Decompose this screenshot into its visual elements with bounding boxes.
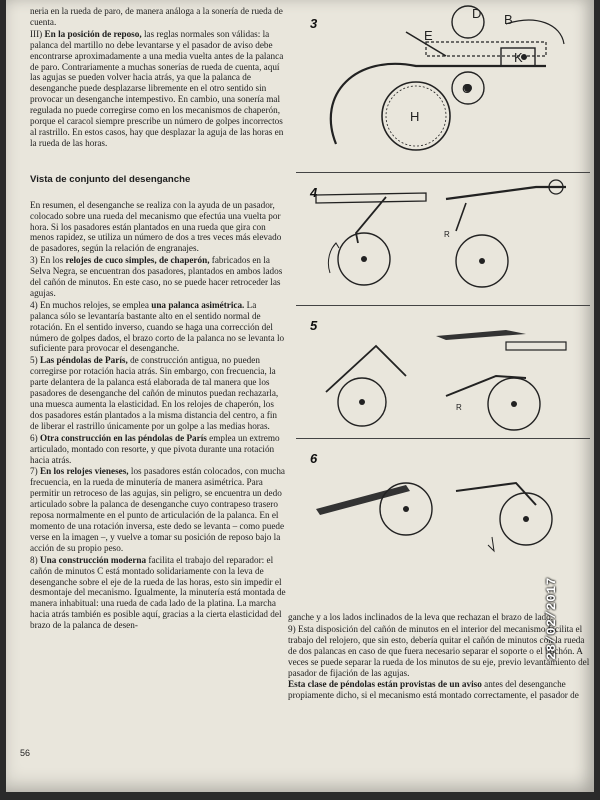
figure-3-label-e: E xyxy=(424,28,433,43)
figure-3-label-c: C xyxy=(462,81,472,96)
left-text-column xyxy=(30,6,286,632)
paragraph-item-3b: 3) En los relojes de cuco simples, de chaperón, fabricados en la Selva Negra, se encuentran dos pasadores, plantados en ambos lados del cañón de minutos. En este caso, no se puede hacer retroceder las agujas. xyxy=(30,255,283,298)
paragraph-summary: En resumen, el desenganche se realiza con la ayuda de un pasador, colocado sobre una rueda del mecanismo que efectúa una vuelta por hora. Si los pasadores están plantados en una rueda que gira con menos rapidez, se utiliza un número de dos a tres veces más elevado de pasadores, según la relación de engranajes. xyxy=(30,199,282,254)
item-3-bold: En la posición de reposo, xyxy=(44,28,142,39)
figure-5-drawing xyxy=(296,306,590,438)
paragraph-item-5: 5) Las péndolas de París, de construcción antigua, no pueden corregirse por rotación hacia atrás. Sin embargo, con frecuencia, la parte delantera de la palanca está elaborada de tal manera que los pasadores de desenganche del cañón de minutos puedan rechazarla, una muesca aumenta la elasticidad. En los relojes de chaperón, los dos pasadores están plantados a la misma distancia del centro, a fin de liberar el rastrillo únicamente por un golpe a las medias horas. xyxy=(30,355,279,431)
figure-column xyxy=(296,4,590,571)
figure-4-number: 4 xyxy=(310,185,318,200)
figure-5 xyxy=(296,305,590,438)
figure-3 xyxy=(296,4,590,172)
paragraph-continued: ganche y a los lados inclinados de la leva que rechazan el brazo de lado. xyxy=(288,612,554,622)
figure-3-label-k: K xyxy=(514,50,523,65)
book-page xyxy=(6,0,594,792)
section-heading: Vista de conjunto del desenganche xyxy=(30,173,191,185)
paragraph-item-4: 4) En muchos relojes, se emplea una palanca asimétrica. La palanca sólo se levantaría bastante alto en el sentido normal de rotación. En el sentido inverso, cuando se haga una corrección del número de golpes dados, el brazo corto de la palanca no se levanta lo suficiente para provocar el desenganche. xyxy=(30,299,285,354)
paragraph-item-9: 9) Esta disposición del cañón de minutos en el interior del mecanismo facilita el trabajo del relojero, que sin esto, debería quitar el cañón de minutos con la rueda de dos palancas en caso de que fuera necesario separar el soporte o el buchón. A veces se puede separar la rueda de los minutos de su eje, previo levantamiento del pasador de fijación de las agujas. xyxy=(288,623,590,678)
figure-6-number: 6 xyxy=(310,451,318,466)
figure-5-number: 5 xyxy=(310,318,318,333)
page-number: 56 xyxy=(20,748,31,758)
paragraph-item-6: 6) Otra construcción en las péndolas de París emplea un extremo articulado, montado con resorte, y que pivota durante una rotación hacia atrás. xyxy=(30,432,280,465)
figure-4-drawing xyxy=(296,173,590,305)
figure-3-number: 3 xyxy=(310,16,318,31)
figure-3-drawing xyxy=(296,4,590,172)
date-stamp: 28/02/2017 xyxy=(544,576,559,660)
paragraph-item-3: III) En la posición de reposo, las reglas normales son válidas: la palanca del martillo no debe levantarse y el pasador de aviso debe encontrarse aproximadamente a una media vuelta antes de la palanca de paro. Contrariamente a muchas sonerías de rueda de cuenta, aquí las agujas se pueden volver hacia atrás, ya que la palanca de desenganche puede desplazarse libremente en el otro sentido sin provocar un desenganche intempestivo. En cambio, una sonería mal regulada no puede corregirse como en los mecanismos de chaperón, porque el caracol siempre prescribe un número de golpes incorrectos al rastrillo. En estos casos, hay que desplazar la aguja de las horas en la rueda de las horas. xyxy=(30,28,284,148)
figure-4-label-r: R xyxy=(444,230,450,239)
figure-6 xyxy=(296,438,590,571)
figure-6-drawing xyxy=(296,439,590,571)
figure-3-label-h: H xyxy=(410,109,420,124)
paragraph-item-8: 8) Una construcción moderna facilita el trabajo del reparador: el cañón de minutos C está montado solidariamente con la leva de desenganche sobre el eje de la rueda de las horas, esto sin impedir el desmontaje del mecanismo. Igualmente, la minutería está montada de manera inhabitual: una rueda de cada lado de la platina. La marcha hacia atrás también es posible aquí, gracias a la cierta elasticidad del brazo de la palanca de desen- xyxy=(30,554,286,631)
figure-5-label-r: R xyxy=(456,403,462,412)
figure-3-label-d: D xyxy=(472,6,482,21)
paragraph-item-10: Esta clase de péndolas están provistas de un aviso antes del desenganche propiamente dicho, si el mecanismo está montado correctamente, el pasador de xyxy=(288,679,579,701)
figure-3-label-b: B xyxy=(504,12,513,27)
paragraph-item-7: 7) En los relojes vieneses, los pasadores están colocados, con mucha frecuencia, en la rueda de minutería de manera asimétrica. Para permitir un retroceso de las agujas, sin peligro, se encuentra un dedo articulado sobre la palanca de desenganche cuyo contrapeso trasero reposa normalmente en el punto de articulación de la palanca. En el momento de una rotación inversa, este dedo se levanta – como puede verse en la imagen –, y vuelve a tomar su posición de reposo bajo la acción de su propio peso. xyxy=(30,466,285,553)
paragraph-intro: neria en la rueda de paro, de manera análoga a la sonería de rueda de cuenta. xyxy=(30,6,283,27)
figure-4 xyxy=(296,172,590,305)
